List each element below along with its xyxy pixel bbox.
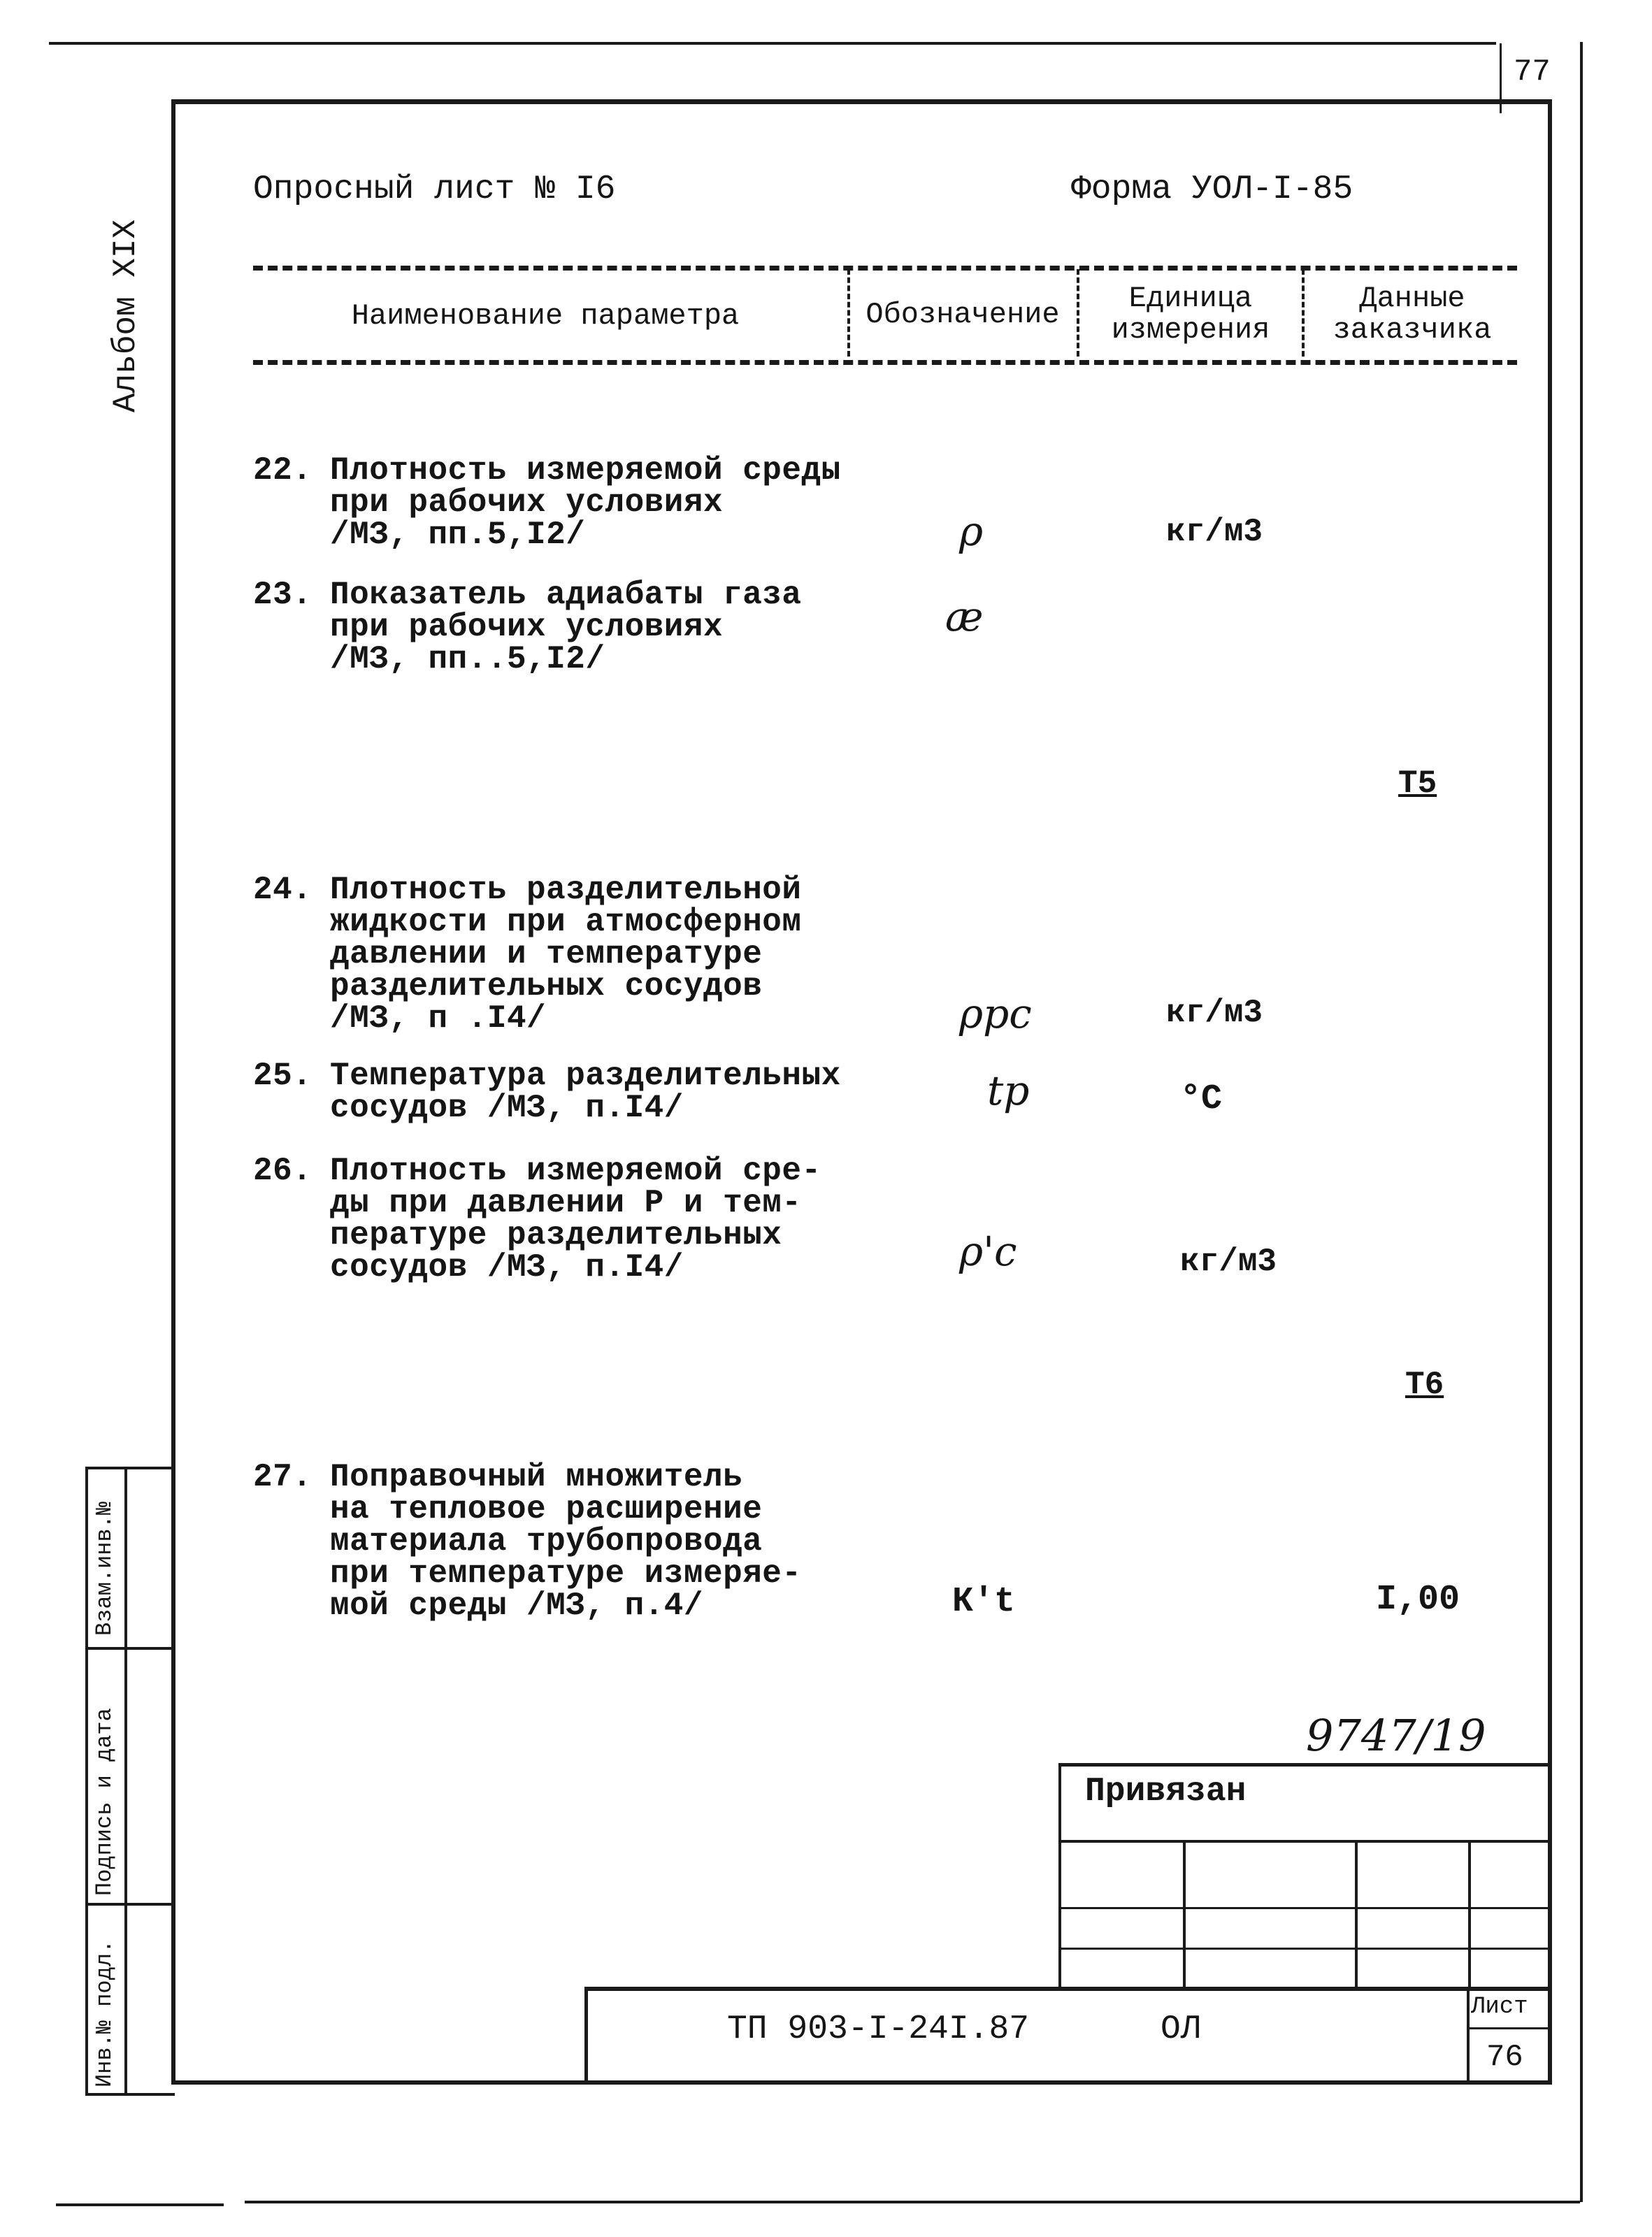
col-divider-3 — [1302, 269, 1305, 357]
stamp-col-3 — [1468, 1840, 1471, 1990]
item-24-symbol: ρрс — [959, 990, 1032, 1037]
item-24-line1: Плотность разделительной — [330, 872, 802, 908]
item-26-number: 26. — [253, 1153, 313, 1189]
stamp-row-1 — [1058, 1840, 1548, 1843]
title-block-sheet-col — [1467, 1987, 1470, 2085]
item-27-line3: материала трубопровода — [330, 1523, 763, 1560]
item-22-number: 22. — [253, 452, 313, 489]
col-header-designation: Обозначение — [865, 298, 1060, 331]
form-title: Опросный лист № I6 — [253, 171, 616, 208]
left-stamp-inner — [124, 1467, 127, 2096]
item-25-line1: Температура разделительных — [330, 1058, 841, 1094]
stamp-col-1 — [1183, 1840, 1186, 1990]
stamp-col-2 — [1355, 1840, 1358, 1990]
col-header-name: Наименование параметра — [351, 299, 740, 333]
stamp-row-3 — [1058, 1948, 1548, 1950]
item-24-line4: разделительных сосудов — [330, 968, 763, 1005]
item-24-number: 24. — [253, 872, 313, 908]
col-divider-1 — [847, 269, 850, 357]
stamp-top — [1058, 1763, 1548, 1767]
header-dash-top — [253, 266, 1517, 271]
item-23-symbol: æ — [945, 593, 984, 640]
item-22-line1: Плотность измеряемой среды — [330, 452, 841, 489]
col-header-unit-line1: Единица — [1128, 282, 1253, 315]
item-23-line2: при рабочих условиях — [330, 609, 724, 645]
right-outer-edge — [1580, 42, 1583, 2202]
item-27-line4: при температуре измеряе- — [330, 1555, 802, 1592]
col-header-unit-line2: измерения — [1111, 313, 1270, 347]
handwritten-number: 9747/19 — [1306, 1710, 1486, 1761]
left-stamp-div-2 — [85, 1903, 175, 1906]
item-26-unit: кг/м3 — [1180, 1244, 1277, 1280]
frame-top — [171, 99, 1552, 104]
item-27-line2: на тепловое расширение — [330, 1491, 763, 1527]
page-number-top: 77 — [1514, 55, 1551, 89]
stamp-row-2 — [1058, 1907, 1548, 1909]
left-stamp-bottom — [85, 2093, 175, 2096]
item-25-number: 25. — [253, 1058, 313, 1094]
stamp-left — [1058, 1763, 1061, 1990]
item-25-symbol: tр — [987, 1067, 1030, 1114]
item-22-symbol: ρ — [959, 508, 984, 555]
title-block-code: ТП 903-I-24I.87 — [727, 2011, 1030, 2048]
item-26-line2: ды при давлении Р и тем- — [330, 1185, 802, 1221]
frame-bottom — [171, 2080, 1552, 2085]
stamp-bound-label: Привязан — [1085, 1773, 1247, 1811]
item-27-number: 27. — [253, 1459, 313, 1495]
item-26-line4: сосудов /МЗ, п.I4/ — [330, 1249, 684, 1286]
left-stamp-signature-date: Подпись и дата — [92, 1708, 117, 1896]
item-25-unit: °С — [1180, 1079, 1223, 1119]
title-block-sheet-label: Лист — [1471, 1994, 1528, 2020]
item-23-number: 23. — [253, 577, 313, 613]
frame-right — [1548, 99, 1552, 2085]
table-mark-t5: Т5 — [1398, 765, 1437, 802]
item-27-symbol: К't — [952, 1582, 1016, 1622]
item-23-line3: /МЗ, пп..5,I2/ — [330, 641, 605, 677]
title-block-left — [584, 1987, 588, 2085]
top-rule — [49, 42, 1496, 45]
item-26-line1: Плотность измеряемой сре- — [330, 1153, 821, 1189]
bottom-rule-left — [56, 2203, 224, 2206]
frame-left — [171, 99, 175, 2085]
item-22-unit: кг/м3 — [1166, 514, 1263, 550]
item-23-line1: Показатель адиабаты газа — [330, 577, 802, 613]
col-header-data-line1: Данные — [1359, 282, 1465, 315]
item-25-line2: сосудов /МЗ, п.I4/ — [330, 1090, 684, 1126]
title-block-sheet-row — [1467, 2027, 1549, 2029]
title-block-sheet-number: 76 — [1486, 2040, 1523, 2075]
left-stamp-outer — [85, 1467, 88, 2096]
form-code: Форма УОЛ-I-85 — [1071, 171, 1353, 208]
item-27-line5: мой среды /МЗ, п.4/ — [330, 1588, 703, 1624]
item-22-line2: при рабочих условиях — [330, 484, 724, 521]
table-mark-t6: Т6 — [1405, 1367, 1444, 1403]
item-24-unit: кг/м3 — [1166, 995, 1263, 1031]
left-stamp-top — [85, 1467, 175, 1469]
item-26-line3: пературе разделительных — [330, 1217, 782, 1253]
item-24-line2: жидкости при атмосферном — [330, 904, 802, 940]
left-stamp-inv-orig: Инв.№ подл. — [92, 1939, 117, 2087]
bottom-rule-right — [245, 2201, 1580, 2203]
col-divider-2 — [1077, 269, 1079, 357]
col-header-data-line2: заказчика — [1333, 313, 1492, 347]
item-22-line3: /МЗ, пп.5,I2/ — [330, 517, 586, 553]
item-27-line1: Поправочный множитель — [330, 1459, 743, 1495]
item-27-value: I,00 — [1376, 1580, 1460, 1620]
left-stamp-replace-inv: Взам.инв.№ — [92, 1501, 117, 1636]
left-stamp-div-1 — [85, 1647, 175, 1650]
album-label: Альбом XIX — [108, 219, 144, 412]
item-26-symbol: ρ'с — [959, 1228, 1017, 1275]
title-block-top — [584, 1987, 1549, 1991]
header-dash-bottom — [253, 360, 1517, 365]
title-block-doc: ОЛ — [1161, 2011, 1201, 2048]
item-24-line5: /МЗ, п .I4/ — [330, 1000, 547, 1037]
item-24-line3: давлении и температуре — [330, 936, 763, 972]
